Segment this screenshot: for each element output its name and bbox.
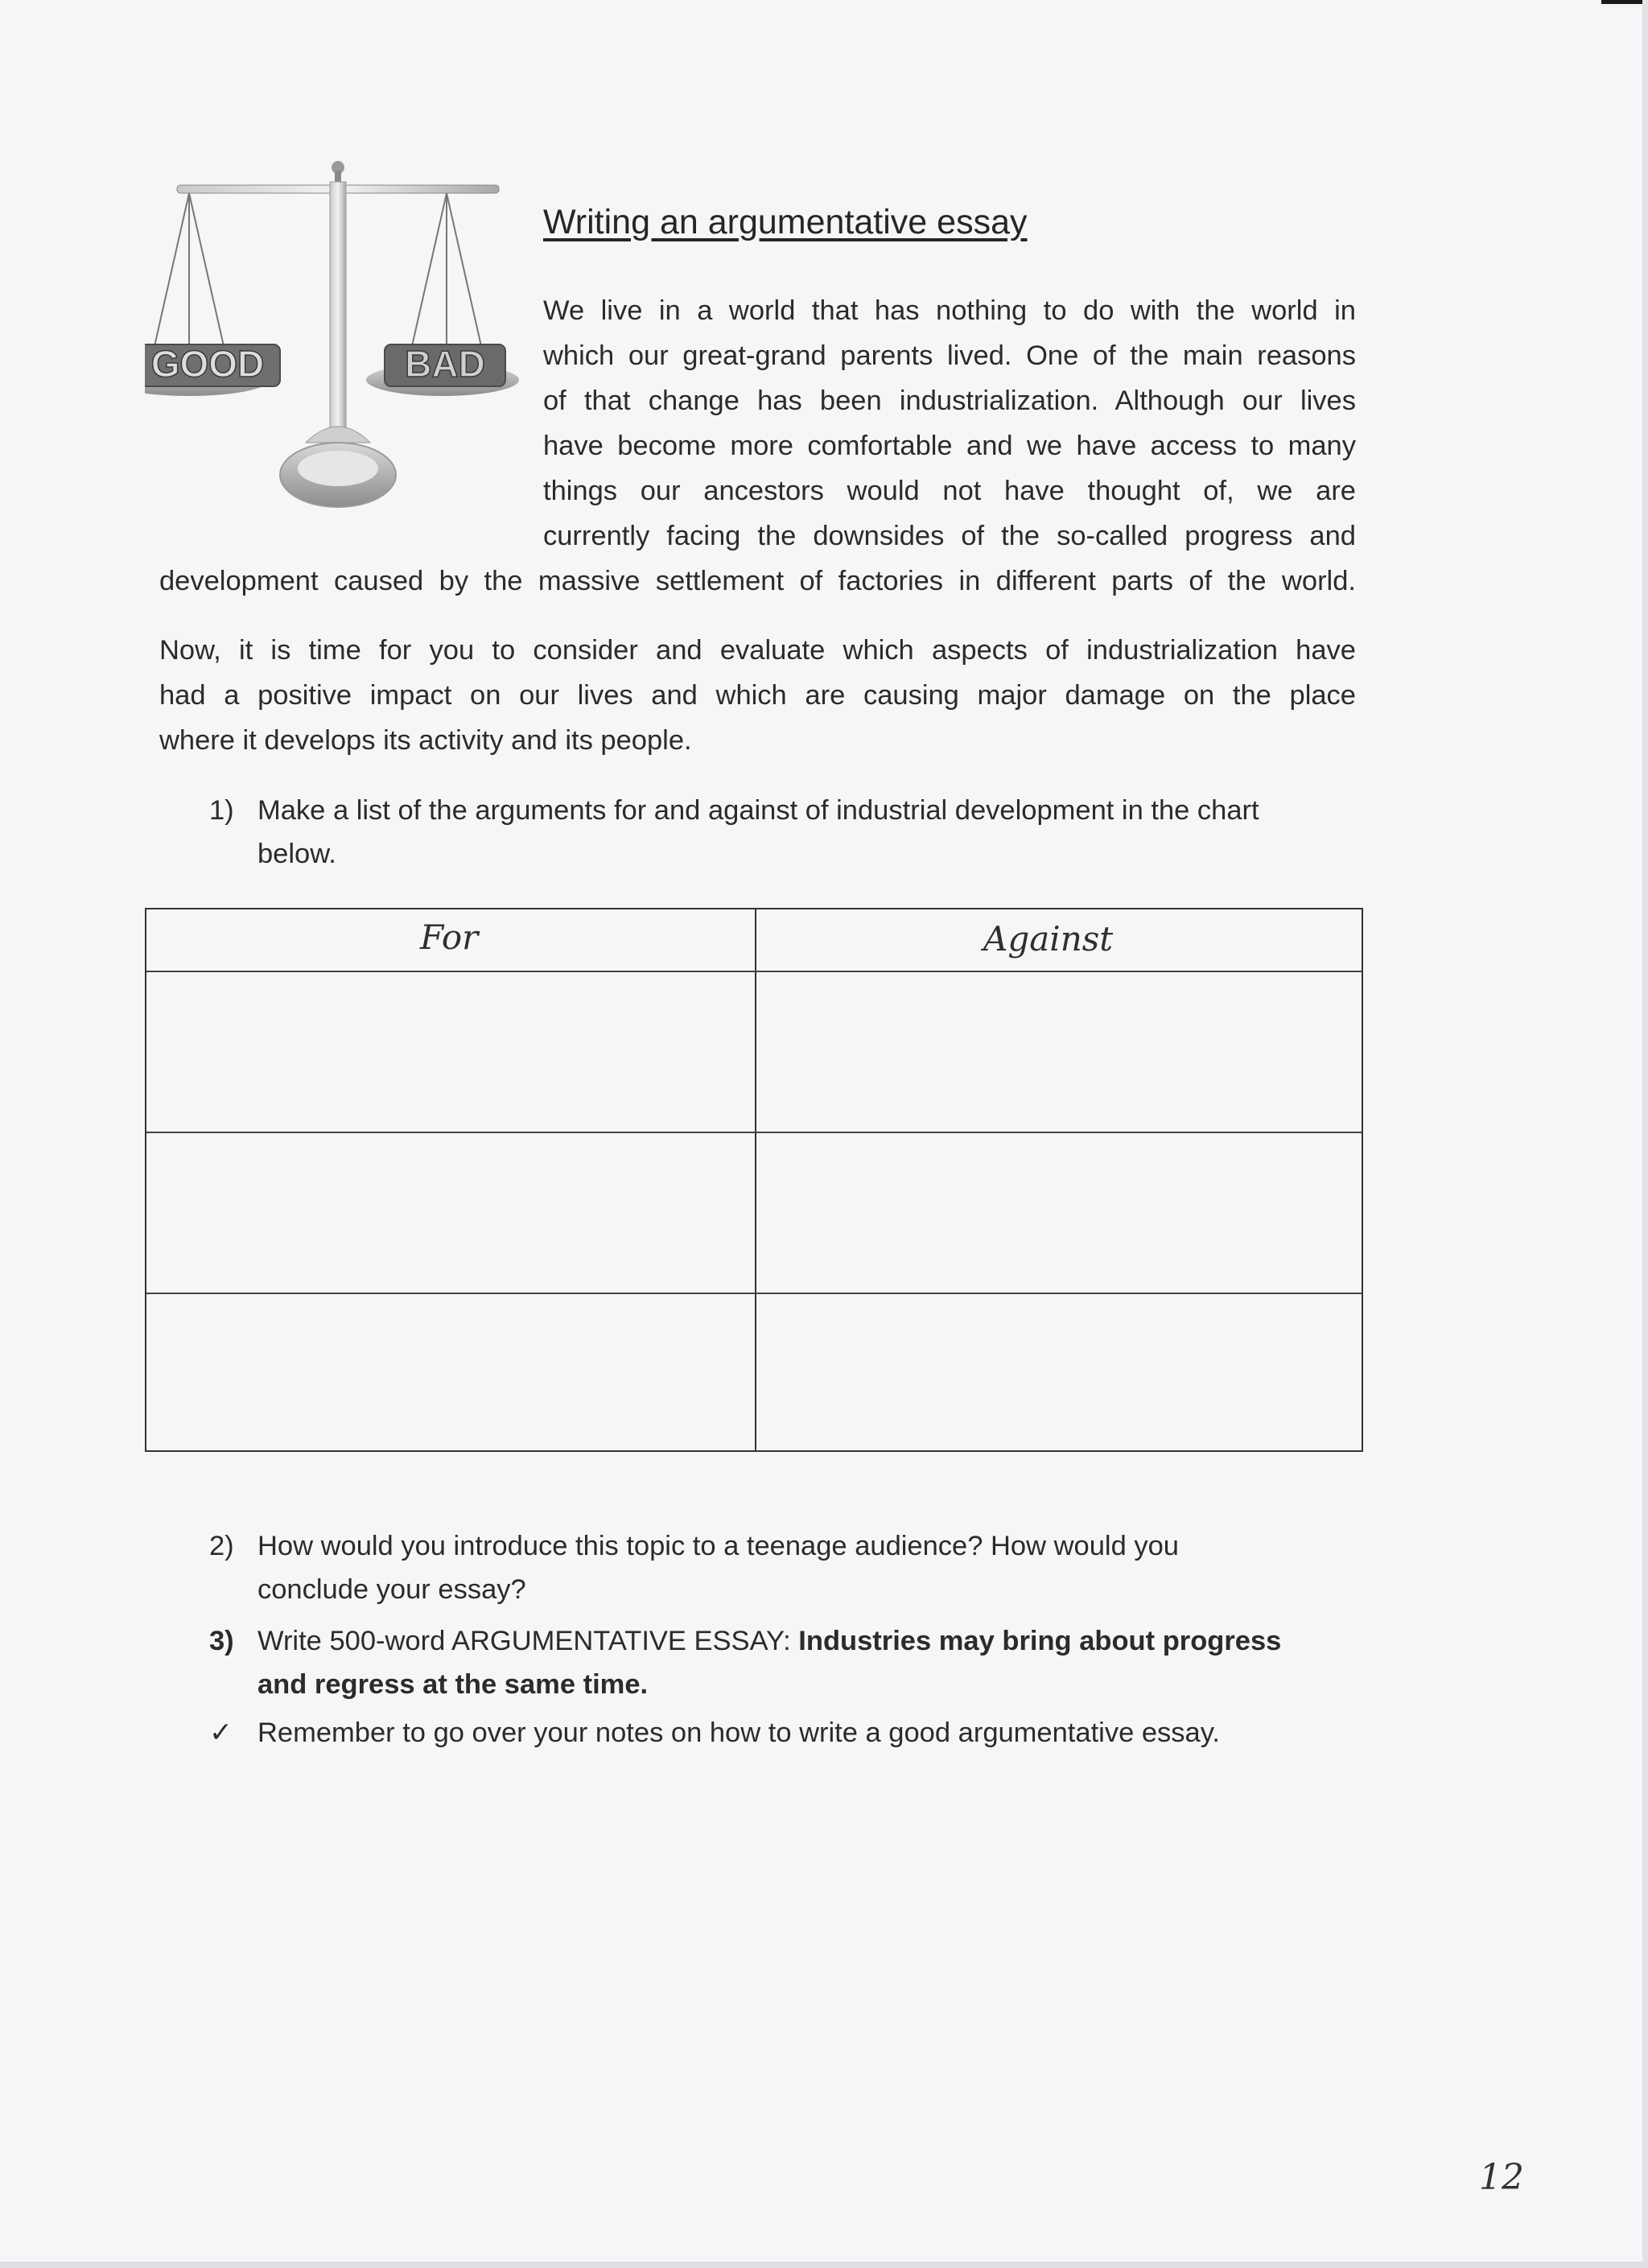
question-number: 2) xyxy=(209,1531,234,1561)
balance-scale-image xyxy=(145,153,523,523)
against-cell[interactable] xyxy=(756,1133,1362,1293)
against-cell[interactable] xyxy=(756,1294,1362,1450)
intro-line: which our great-grand parents lived. One of the main reasons xyxy=(543,340,1356,371)
scan-edge-top xyxy=(1601,0,1648,4)
question-text xyxy=(258,1619,1281,1663)
for-cell[interactable] xyxy=(146,1133,755,1293)
against-column-header: Against xyxy=(983,919,1114,959)
intro-line: currently facing the downsides of the so-called progress and xyxy=(543,521,1356,551)
question-text: How would you introduce this topic to a teenage audience? How would you xyxy=(258,1531,1179,1561)
intro-line: of that change has been industrialization. Although our lives xyxy=(543,386,1356,416)
for-column-header: For xyxy=(420,918,479,957)
intro-line: We live in a world that has nothing to do with the world in xyxy=(543,295,1356,326)
question-number: 3) xyxy=(209,1626,234,1656)
intro-line: things our ancestors would not have thought of, we are xyxy=(543,476,1356,506)
checkmark-icon: ✓ xyxy=(209,1717,233,1748)
page-title: Writing an argumentative essay xyxy=(543,203,1028,241)
reminder-text: Remember to go over your notes on how to write a good argumentative essay. xyxy=(258,1717,1220,1748)
question-3 xyxy=(209,1619,1360,1708)
paragraph-line: Now, it is time for you to consider and evaluate which aspects of industrialization have xyxy=(159,635,1356,666)
question-1 xyxy=(209,789,1360,877)
reminder xyxy=(209,1711,1360,1756)
good-label: GOOD xyxy=(150,343,265,385)
page-number: 12 xyxy=(1479,2157,1524,2198)
intro-line: development caused by the massive settlement of factories in different parts of the world. xyxy=(159,566,1356,596)
question-number: 1) xyxy=(209,795,234,826)
for-against-table xyxy=(145,908,1363,1452)
for-cell[interactable] xyxy=(146,972,755,1132)
essay-topic: and regress at the same time. xyxy=(258,1669,649,1700)
question-2 xyxy=(209,1524,1360,1613)
essay-topic: Industries may bring about progress xyxy=(798,1626,1282,1656)
against-cell[interactable] xyxy=(756,972,1362,1132)
question-prefix: Write 500-word ARGUMENTATIVE ESSAY: xyxy=(258,1626,799,1656)
scan-edge-right xyxy=(1642,0,1648,2268)
paragraph-line: where it develops its activity and its people. xyxy=(159,725,692,756)
intro-line: have become more comfortable and we have access to many xyxy=(543,431,1356,461)
paragraph-line: had a positive impact on our lives and which are causing major damage on the place xyxy=(159,680,1356,711)
for-cell[interactable] xyxy=(146,1294,755,1450)
scan-edge-bottom xyxy=(0,2262,1648,2268)
question-text: below. xyxy=(258,839,336,869)
question-text: Make a list of the arguments for and against of industrial development in the chart xyxy=(258,795,1259,826)
question-text: conclude your essay? xyxy=(258,1574,526,1605)
bad-label: BAD xyxy=(405,343,485,385)
